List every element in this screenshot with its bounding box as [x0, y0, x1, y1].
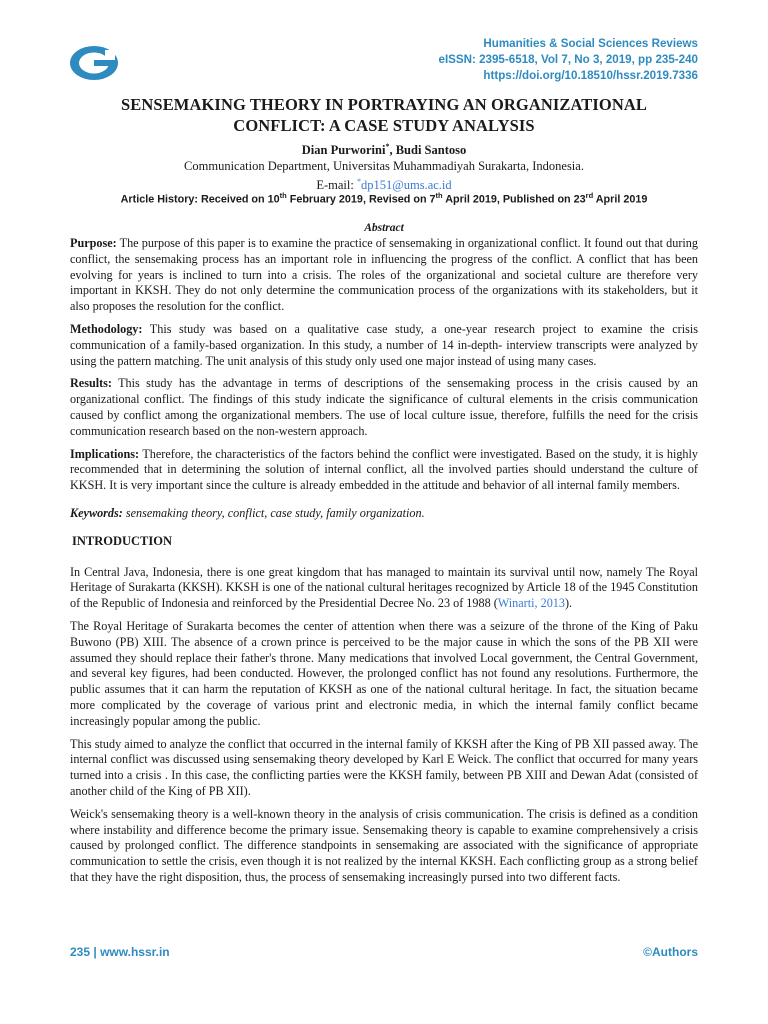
keywords: Keywords: sensemaking theory, conflict, case study, family organization.	[70, 505, 425, 520]
email-link[interactable]: dp151@ums.ac.id	[360, 178, 452, 193]
journal-header	[439, 36, 699, 84]
footer-page: 235 | www.hssr.in	[70, 945, 170, 959]
introduction-heading: INTRODUCTION	[72, 533, 173, 548]
abstract-results: Results: This study has the advantage in terms of descriptions of the sensemaking process in the crisis caused by an organizational conflict. The findings of this study indicate the significance of cultural elements in the crisis communication caused by conflict among the organizational members. The use of local culture issue, therefore, fulfills the need for the crisis communication research based on the non-western approach.	[70, 376, 698, 438]
intro-paragraph-2: The Royal Heritage of Surakarta becomes the center of attention when there was a seizure of the throne of the King of Paku Buwono (PB) XIII. The absence of a crown prince is perceived to be the major cause in which the sons of the PB XII were assumed they should replace their father's throne. Many medications that involved Local government, the Central Government, and several key figures, had been conducted. However, the prolonged conflict has not found any resolutions. Furthermore, the public assumes that it can harm the reputation of KKSH as one of the national cultural heritage. In fact, the situation became more complicated by the coverage of various print and electronic media, in which the internal family conflict became increasingly popular among the public.	[70, 618, 698, 728]
page-number: 235	[70, 945, 91, 959]
abstract-methodology: Methodology: This study was based on a qualitative case study, a one-year research project to examine the crisis communication of a family-based organization. In this study, a number of 14 in-depth- interview transcripts were analyzed by using the pattern matching. The unit analysis of this study only used one major instead of using many cases.	[70, 321, 698, 368]
site-link[interactable]: www.hssr.in	[100, 945, 170, 959]
intro-paragraph-1: In Central Java, Indonesia, there is one great kingdom that has managed to maintain its survival until now, namely The Royal Heritage of Surakarta (KKSH). KKSH is one of the national cultural heritages recognized by Article 18 of the 1945 Constitution of the Republic of Indonesia and reinforced by the Presidential Decree No. 23 of 1988 (Winarti, 2013).	[70, 564, 698, 611]
email-line: E-mail: *dp151@ums.ac.id	[316, 177, 452, 193]
intro-paragraph-4: Weick's sensemaking theory is a well-known theory in the analysis of crisis communication. The crisis is defined as a condition where instability and difference become the primary issue. Sensemaking theory is capable to examine comprehensively a crisis caused by prolonged conflict. The difference standpoints in sensemaking are associated with the significance of appropriate communication to settle the crisis, even though it is not realized by the internal KKSH. Each conflicting group as a strong belief that they have the right disposition, thus, the process of sensemaking increasingly pursed into two different facts.	[70, 806, 698, 884]
author-block	[60, 139, 708, 193]
article-history: Article History: Received on 10th February 2019, Revised on 7th April 2019, Published on 23rd April 2019	[120, 191, 648, 206]
affiliation: Communication Department, Universitas Muhammadiyah Surakarta, Indonesia.	[184, 159, 584, 174]
journal-doi[interactable]: https://doi.org/10.18510/hssr.2019.7336	[483, 69, 698, 82]
paper-title: SENSEMAKING THEORY IN PORTRAYING AN ORGANIZATIONAL CONFLICT: A CASE STUDY ANALYSIS	[121, 95, 647, 135]
footer-copyright: ©Authors	[643, 945, 698, 959]
citation-link[interactable]: Winarti, 2013	[497, 596, 565, 611]
abstract-heading: Abstract	[364, 222, 404, 234]
journal-logo	[68, 44, 120, 82]
author-names: Dian Purworini*, Budi Santoso	[301, 142, 467, 158]
abstract-purpose: Purpose: The purpose of this paper is to examine the practice of sensemaking in organizational conflict. It found out that during conflict, the sensemaking process has an important role in influencing the progress of the conflict. A conflict that has been evolving for years is inclined to turn into a crisis. The roles of the organizational and societal culture are therefore very important in KKSH. They do not only determine the communication process of the organizations with its stakeholders, but it also proposes the resolution for the conflict.	[70, 236, 698, 314]
paper-body	[70, 236, 698, 893]
intro-paragraph-3: This study aimed to analyze the conflict that occurred in the internal family of KKSH after the King of PB XII passed away. The internal conflict was discussed using sensemaking theory developed by Karl E Weick. The conflict that occurred for many years turned into a crisis . In this case, the conflicting parties were the KKSH family, between PB XIII and Dewan Adat (consisted of another child of the King of PB XII).	[70, 736, 698, 798]
abstract-implications: Implications: Therefore, the characteristics of the factors behind the conflict were investigated. Based on the study, it is highly recommended that in determining the solution of internal conflict, all the involved parties should understand the culture of KKSH. It is very important since the culture is already embedded in the attitude and behavior of all internal family members.	[70, 446, 698, 493]
journal-issn: eISSN: 2395-6518, Vol 7, No 3, 2019, pp 235-240	[438, 53, 698, 66]
journal-name: Humanities & Social Sciences Reviews	[483, 37, 698, 50]
